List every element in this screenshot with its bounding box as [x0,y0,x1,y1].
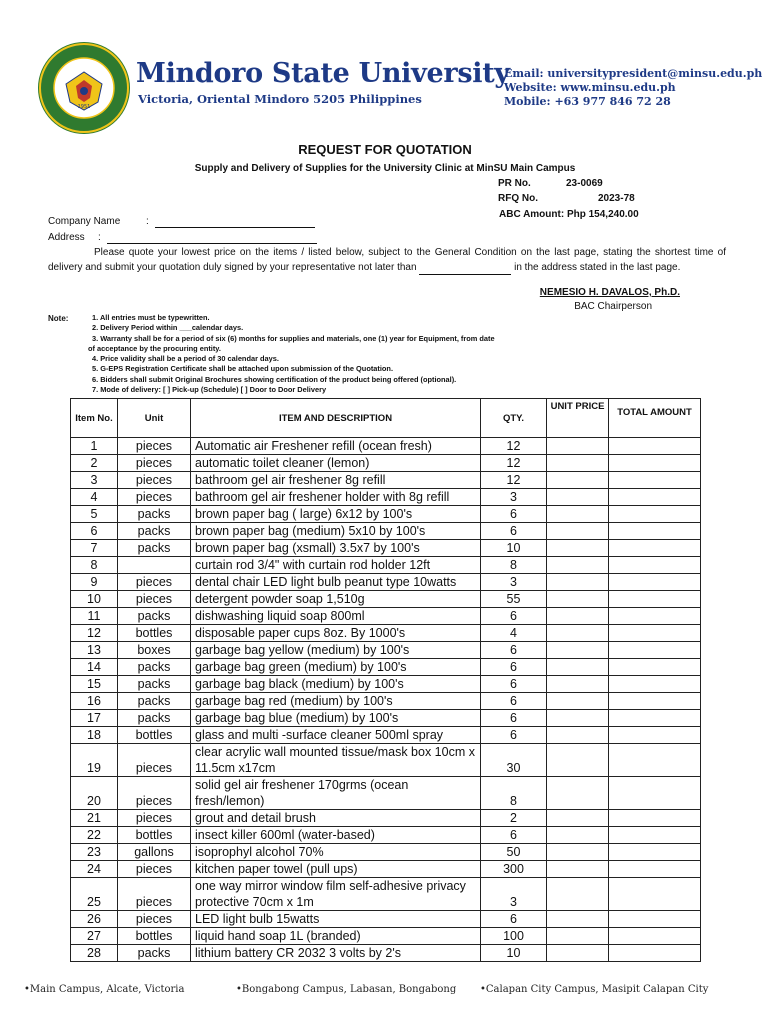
company-name-colon: : [146,216,149,227]
item-no: 17 [71,710,118,727]
total-amount-cell[interactable] [609,710,701,727]
item-qty: 6 [481,523,547,540]
university-name: Mindoro State University [136,58,510,89]
item-unit: bottles [118,625,191,642]
item-unit: pieces [118,911,191,928]
note-item: of acceptance by the procuring entity. [88,343,221,353]
note-item: 6. Bidders shall submit Original Brochures showing certification of the product being offered (optional). [92,374,457,384]
total-amount-cell[interactable] [609,540,701,557]
item-no: 1 [71,438,118,455]
item-qty: 4 [481,625,547,642]
item-description: garbage bag green (medium) by 100's [191,659,481,676]
item-unit: pieces [118,489,191,506]
unit-price-cell[interactable] [547,540,609,557]
address-field[interactable] [107,233,317,244]
item-description: brown paper bag (medium) 5x10 by 100's [191,523,481,540]
item-no: 25 [71,878,118,911]
table-row [71,861,701,878]
table-row [71,472,701,489]
table-row [71,844,701,861]
notes-list [88,313,542,395]
note-item: 7. Mode of delivery: [ ] Pick-up (Schedule) [ ] Door to Door Delivery [92,385,327,395]
signatory-role: BAC Chairperson [574,301,652,312]
table-row [71,591,701,608]
item-description: grout and detail brush [191,810,481,827]
unit-price-cell[interactable] [547,878,609,911]
unit-price-cell[interactable] [547,625,609,642]
total-amount-cell[interactable] [609,810,701,827]
signatory-name: NEMESIO H. DAVALOS, Ph.D. [539,287,680,298]
item-description: solid gel air freshener 170grms (ocean fresh/lemon) [191,777,481,810]
item-qty: 3 [481,489,547,506]
total-amount-cell[interactable] [609,827,701,844]
item-description: clear acrylic wall mounted tissue/mask box 10cm x 11.5cm x17cm [191,744,481,777]
unit-price-cell[interactable] [547,472,609,489]
item-unit: packs [118,540,191,557]
item-unit: pieces [118,861,191,878]
rfq-label: RFQ No. [498,193,538,204]
item-no: 9 [71,574,118,591]
item-unit: pieces [118,878,191,911]
item-no: 5 [71,506,118,523]
item-no: 8 [71,557,118,574]
table-row [71,489,701,506]
item-unit: bottles [118,827,191,844]
table-row [71,693,701,710]
item-description: brown paper bag ( large) 6x12 by 100's [191,506,481,523]
unit-price-cell[interactable] [547,642,609,659]
item-qty: 100 [481,928,547,945]
unit-price-cell[interactable] [547,574,609,591]
item-qty: 6 [481,710,547,727]
item-unit: pieces [118,455,191,472]
item-qty: 6 [481,911,547,928]
unit-price-cell[interactable] [547,608,609,625]
header-qty: QTY. [481,399,547,438]
item-qty: 3 [481,574,547,591]
item-unit: packs [118,523,191,540]
deadline-field[interactable] [419,264,511,275]
total-amount-cell[interactable] [609,693,701,710]
total-amount-cell[interactable] [609,591,701,608]
total-amount-cell[interactable] [609,659,701,676]
item-description: brown paper bag (xsmall) 3.5x7 by 100's [191,540,481,557]
instruction-paragraph [48,246,726,275]
item-unit: boxes [118,642,191,659]
unit-price-cell[interactable] [547,928,609,945]
contact-website: Website: www.minsu.edu.ph [504,81,676,94]
item-description: liquid hand soap 1L (branded) [191,928,481,945]
header-total-amount: TOTAL AMOUNT [609,399,701,438]
total-amount-cell[interactable] [609,744,701,777]
item-no: 10 [71,591,118,608]
header-description: ITEM AND DESCRIPTION [191,399,481,438]
item-no: 19 [71,744,118,777]
item-qty: 10 [481,540,547,557]
item-no: 22 [71,827,118,844]
item-qty: 12 [481,455,547,472]
unit-price-cell[interactable] [547,676,609,693]
table-row [71,810,701,827]
item-unit: pieces [118,744,191,777]
table-row [71,878,701,911]
table-row [71,676,701,693]
item-qty: 55 [481,591,547,608]
item-no: 20 [71,777,118,810]
item-description: LED light bulb 15watts [191,911,481,928]
item-unit: pieces [118,591,191,608]
total-amount-cell[interactable] [609,472,701,489]
pr-value: 23-0069 [566,178,603,189]
item-qty: 300 [481,861,547,878]
note-item: 3. Warranty shall be for a period of six (6) months for supplies and materials, one (1) year for Equipment, from date [92,333,495,343]
table-row [71,574,701,591]
unit-price-cell[interactable] [547,844,609,861]
item-qty: 8 [481,777,547,810]
item-no: 27 [71,928,118,945]
table-row [71,945,701,962]
table-row [71,827,701,844]
item-qty: 2 [481,810,547,827]
item-unit: packs [118,608,191,625]
contact-mobile: Mobile: +63 977 846 72 28 [504,95,671,108]
company-name-field[interactable] [155,217,315,228]
table-row [71,557,701,574]
item-description: garbage bag black (medium) by 100's [191,676,481,693]
items-table [70,398,701,962]
item-qty: 6 [481,676,547,693]
item-qty: 12 [481,472,547,489]
document-subtitle: Supply and Delivery of Supplies for the University Clinic at MinSU Main Campus [194,163,576,174]
footer-campus-main: •Main Campus, Alcate, Victoria [24,984,185,995]
total-amount-cell[interactable] [609,506,701,523]
total-amount-cell[interactable] [609,625,701,642]
item-no: 4 [71,489,118,506]
svg-text:1951: 1951 [77,104,91,110]
item-description: curtain rod 3/4" with curtain rod holder 12ft [191,557,481,574]
item-description: Automatic air Freshener refill (ocean fresh) [191,438,481,455]
item-description: kitchen paper towel (pull ups) [191,861,481,878]
header-item-no: Item No. [71,399,118,438]
item-unit: bottles [118,727,191,744]
item-qty: 6 [481,827,547,844]
note-label: Note: [48,314,69,323]
item-no: 12 [71,625,118,642]
total-amount-cell[interactable] [609,928,701,945]
table-row [71,506,701,523]
item-description: automatic toilet cleaner (lemon) [191,455,481,472]
item-no: 26 [71,911,118,928]
item-unit: gallons [118,844,191,861]
item-unit: pieces [118,777,191,810]
table-row [71,642,701,659]
address-colon: : [98,232,101,243]
table-row [71,928,701,945]
item-no: 2 [71,455,118,472]
rfq-value: 2023-78 [598,193,635,204]
university-address: Victoria, Oriental Mindoro 5205 Philippines [138,92,422,106]
total-amount-cell[interactable] [609,642,701,659]
footer-campus-bongabong: •Bongabong Campus, Labasan, Bongabong [236,984,457,995]
unit-price-cell[interactable] [547,861,609,878]
item-no: 6 [71,523,118,540]
item-description: garbage bag red (medium) by 100's [191,693,481,710]
note-item: 2. Delivery Period within ___calendar days. [92,323,244,333]
item-no: 23 [71,844,118,861]
unit-price-cell[interactable] [547,744,609,777]
item-no: 18 [71,727,118,744]
table-row [71,523,701,540]
total-amount-cell[interactable] [609,878,701,911]
unit-price-cell[interactable] [547,710,609,727]
item-qty: 50 [481,844,547,861]
header-unit-price: UNIT PRICE [547,399,609,438]
address-label: Address [48,232,85,243]
table-row [71,625,701,642]
contact-email: Email: universitypresident@minsu.edu.ph [504,67,763,80]
table-row [71,659,701,676]
item-description: isoprophyl alcohol 70% [191,844,481,861]
unit-price-cell[interactable] [547,693,609,710]
item-qty: 6 [481,693,547,710]
total-amount-cell[interactable] [609,911,701,928]
note-item: 5. G-EPS Registration Certificate shall be attached upon submission of the Quotation. [92,364,394,374]
abc-amount: ABC Amount: Php 154,240.00 [499,209,639,220]
item-qty: 6 [481,727,547,744]
table-header-row [71,399,701,438]
note-item: 4. Price validity shall be a period of 30 calendar days. [92,354,279,364]
unit-price-cell[interactable] [547,438,609,455]
instruction-text-1: Please quote your lowest price on the items / listed below, subject to the General Condition on the last page, stating the shortest time of delivery and submit your quotation duly signed by your representative not later than [48,247,726,273]
item-qty: 12 [481,438,547,455]
unit-price-cell[interactable] [547,827,609,844]
total-amount-cell[interactable] [609,523,701,540]
unit-price-cell[interactable] [547,557,609,574]
table-row [71,744,701,777]
table-row [71,608,701,625]
item-qty: 30 [481,744,547,777]
table-row [71,911,701,928]
total-amount-cell[interactable] [609,455,701,472]
total-amount-cell[interactable] [609,861,701,878]
item-description: dental chair LED light bulb peanut type 10watts [191,574,481,591]
unit-price-cell[interactable] [547,591,609,608]
item-unit: packs [118,506,191,523]
unit-price-cell[interactable] [547,911,609,928]
item-no: 15 [71,676,118,693]
total-amount-cell[interactable] [609,727,701,744]
item-description: detergent powder soap 1,510g [191,591,481,608]
item-description: one way mirror window film self-adhesive privacy protective 70cm x 1m [191,878,481,911]
item-description: lithium battery CR 2032 3 volts by 2's [191,945,481,962]
total-amount-cell[interactable] [609,608,701,625]
item-description: dishwashing liquid soap 800ml [191,608,481,625]
total-amount-cell[interactable] [609,777,701,810]
item-no: 7 [71,540,118,557]
unit-price-cell[interactable] [547,945,609,962]
item-description: insect killer 600ml (water-based) [191,827,481,844]
item-no: 21 [71,810,118,827]
pr-label: PR No. [498,178,531,189]
item-unit: packs [118,676,191,693]
instruction-text-2: in the address stated in the last page. [514,261,681,273]
table-row [71,540,701,557]
item-no: 3 [71,472,118,489]
table-row [71,777,701,810]
unit-price-cell[interactable] [547,810,609,827]
total-amount-cell[interactable] [609,557,701,574]
item-qty: 3 [481,878,547,911]
total-amount-cell[interactable] [609,945,701,962]
item-description: glass and multi -surface cleaner 500ml spray [191,727,481,744]
header-unit: Unit [118,399,191,438]
item-description: bathroom gel air freshener holder with 8g refill [191,489,481,506]
item-qty: 10 [481,945,547,962]
total-amount-cell[interactable] [609,489,701,506]
item-no: 11 [71,608,118,625]
table-row [71,727,701,744]
unit-price-cell[interactable] [547,455,609,472]
item-unit: packs [118,659,191,676]
total-amount-cell[interactable] [609,438,701,455]
university-seal-logo [36,40,132,136]
document-title: REQUEST FOR QUOTATION [298,142,472,157]
total-amount-cell[interactable] [609,574,701,591]
unit-price-cell[interactable] [547,777,609,810]
total-amount-cell[interactable] [609,676,701,693]
item-description: disposable paper cups 8oz. By 1000's [191,625,481,642]
unit-price-cell[interactable] [547,506,609,523]
unit-price-cell[interactable] [547,523,609,540]
item-unit [118,557,191,574]
table-row [71,438,701,455]
item-no: 16 [71,693,118,710]
footer-campus-calapan: •Calapan City Campus, Masipit Calapan City [480,984,709,995]
unit-price-cell[interactable] [547,727,609,744]
unit-price-cell[interactable] [547,489,609,506]
item-description: bathroom gel air freshener 8g refill [191,472,481,489]
item-qty: 6 [481,608,547,625]
item-description: garbage bag yellow (medium) by 100's [191,642,481,659]
item-unit: pieces [118,438,191,455]
item-no: 14 [71,659,118,676]
unit-price-cell[interactable] [547,659,609,676]
item-no: 13 [71,642,118,659]
item-unit: packs [118,693,191,710]
item-no: 24 [71,861,118,878]
total-amount-cell[interactable] [609,844,701,861]
item-qty: 6 [481,506,547,523]
item-no: 28 [71,945,118,962]
table-row [71,455,701,472]
item-qty: 8 [481,557,547,574]
item-qty: 6 [481,642,547,659]
company-name-label: Company Name [48,216,121,227]
item-qty: 6 [481,659,547,676]
item-unit: bottles [118,928,191,945]
note-item: 1. All entries must be typewritten. [92,313,210,322]
item-unit: pieces [118,810,191,827]
table-row [71,710,701,727]
item-description: garbage bag blue (medium) by 100's [191,710,481,727]
item-unit: packs [118,945,191,962]
item-unit: pieces [118,574,191,591]
item-unit: packs [118,710,191,727]
item-unit: pieces [118,472,191,489]
